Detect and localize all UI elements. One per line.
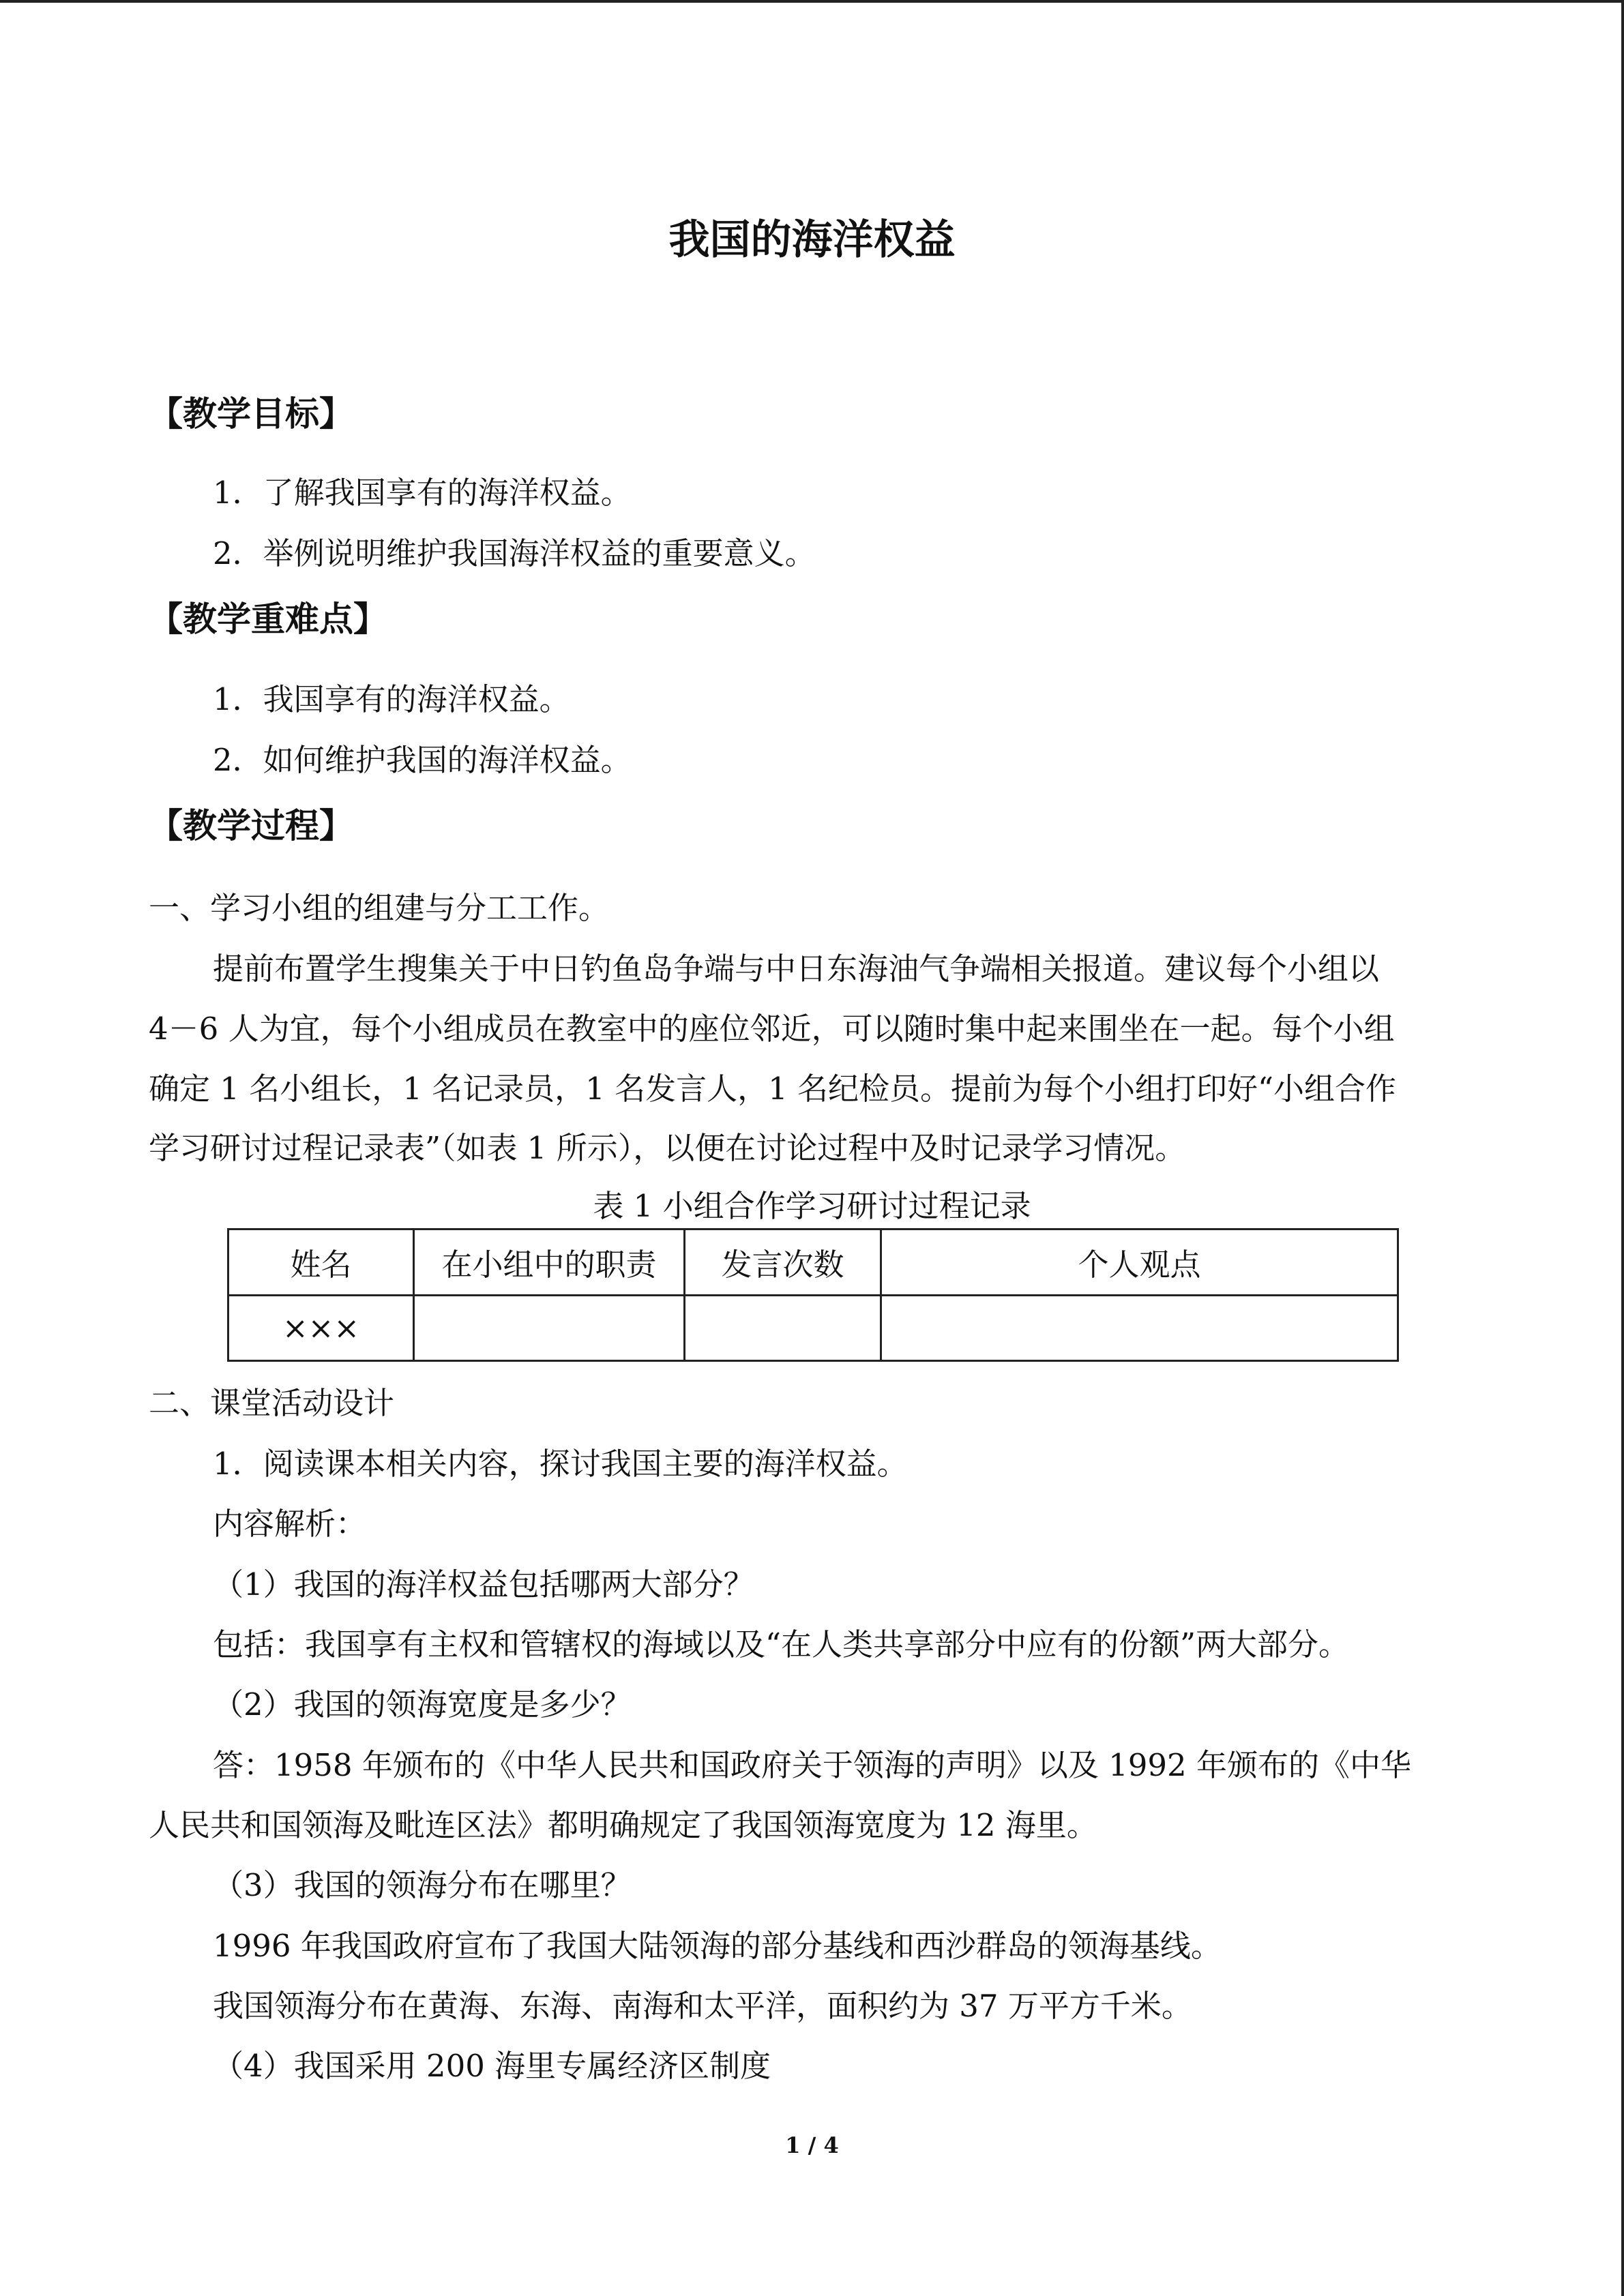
page-title: 我国的海洋权益 xyxy=(668,216,956,264)
record-table xyxy=(227,1228,1399,1362)
keypoint-item-2: 2．如何维护我国的海洋权益。 xyxy=(213,742,632,778)
answer-3-line-1: 1996 年我国政府宣布了我国大陆领海的部分基线和西沙群岛的领海基线。 xyxy=(213,1928,1222,1964)
table-cell xyxy=(685,1295,881,1361)
process-heading: 【教学过程】 xyxy=(149,806,353,846)
table-header-row xyxy=(228,1229,1398,1296)
question-2: （2）我国的领海宽度是多少？ xyxy=(213,1686,632,1723)
keypoints-heading: 【教学重难点】 xyxy=(149,599,387,639)
table-cell xyxy=(881,1295,1398,1361)
page-border-right xyxy=(1621,0,1624,2296)
answer-2-line-2: 人民共和国领海及毗连区法》都明确规定了我国领海宽度为 12 海里。 xyxy=(149,1807,1097,1843)
table-caption: 表 1 小组合作学习研讨过程记录 xyxy=(593,1188,1031,1224)
table-cell xyxy=(414,1295,685,1361)
analysis-label: 内容解析： xyxy=(213,1506,367,1542)
page-border-top xyxy=(0,0,1624,3)
part1-heading: 一、学习小组的组建与分工工作。 xyxy=(149,890,610,926)
goal-item-2: 2．举例说明维护我国海洋权益的重要意义。 xyxy=(213,535,816,571)
part2-item-1: 1．阅读课本相关内容，探讨我国主要的海洋权益。 xyxy=(213,1446,908,1482)
table-cell: ××× xyxy=(228,1295,414,1361)
page-number: 1 / 4 xyxy=(785,2132,839,2158)
answer-1: 包括：我国享有主权和管辖权的海域以及“在人类共享部分中应有的份额”两大部分。 xyxy=(213,1626,1350,1663)
goals-heading: 【教学目标】 xyxy=(149,394,353,434)
table-header-cell: 在小组中的职责 xyxy=(414,1229,685,1296)
goal-item-1: 1．了解我国享有的海洋权益。 xyxy=(213,475,632,511)
question-4: （4）我国采用 200 海里专属经济区制度 xyxy=(213,2048,771,2084)
part1-paragraph-line-1: 提前布置学生搜集关于中日钓鱼岛争端与中日东海油气争端相关报道。建议每个小组以 xyxy=(213,951,1380,987)
part1-paragraph-line-2: 4－6 人为宜，每个小组成员在教室中的座位邻近，可以随时集中起来围坐在一起。每个小组 xyxy=(149,1011,1395,1047)
part1-paragraph-line-3: 确定 1 名小组长，1 名记录员，1 名发言人，1 名纪检员。提前为每个小组打印好“小组合作 xyxy=(149,1071,1397,1107)
table-header-cell: 个人观点 xyxy=(881,1229,1398,1296)
part2-heading: 二、课堂活动设计 xyxy=(149,1385,395,1421)
table-header-cell: 姓名 xyxy=(228,1229,414,1296)
question-3: （3）我国的领海分布在哪里？ xyxy=(213,1867,632,1903)
question-1: （1）我国的海洋权益包括哪两大部分？ xyxy=(213,1566,754,1602)
answer-3-line-2: 我国领海分布在黄海、东海、南海和太平洋，面积约为 37 万平方千米。 xyxy=(213,1988,1192,2024)
table-header-cell: 发言次数 xyxy=(685,1229,881,1296)
table-row xyxy=(228,1295,1398,1361)
keypoint-item-1: 1．我国享有的海洋权益。 xyxy=(213,681,570,717)
answer-2-line-1: 答：1958 年颁布的《中华人民共和国政府关于领海的声明》以及 1992 年颁布的《中华 xyxy=(213,1747,1411,1783)
part1-paragraph-line-4: 学习研讨过程记录表”（如表 1 所示），以便在讨论过程中及时记录学习情况。 xyxy=(149,1130,1186,1166)
